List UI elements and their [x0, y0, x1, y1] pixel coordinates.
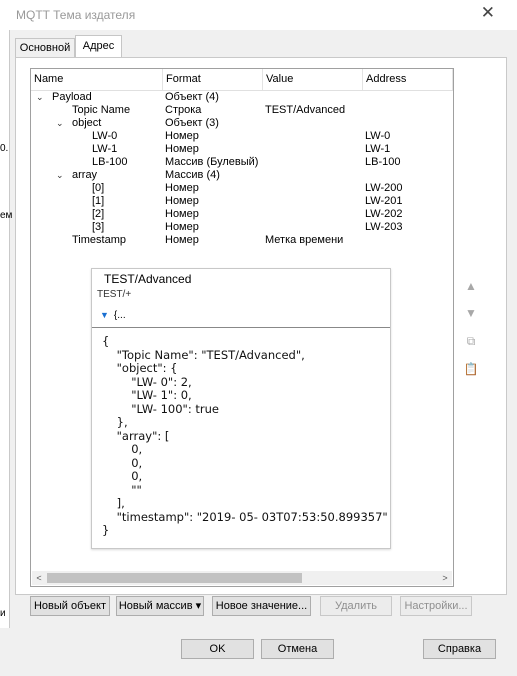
row-name: Payload: [52, 91, 92, 103]
expand-triangle-icon[interactable]: ▼: [100, 310, 109, 320]
row-address: LB-100: [365, 156, 401, 168]
tree-row[interactable]: [31, 234, 453, 247]
row-format: Массив (4): [165, 169, 220, 181]
tree-row[interactable]: [31, 91, 453, 104]
row-address: LW-1: [365, 143, 391, 155]
paste-icon[interactable]: 📋: [463, 362, 479, 376]
new-array-label: Новый массив: [118, 600, 193, 612]
preview-node[interactable]: [100, 310, 126, 321]
column-format[interactable]: Format: [163, 69, 263, 90]
new-value-button[interactable]: [212, 596, 311, 616]
bleed-text-c: и: [0, 608, 6, 619]
row-name: [1]: [92, 195, 105, 207]
row-format: Номер: [165, 208, 199, 220]
collapse-icon[interactable]: ⌄: [36, 92, 44, 102]
tree-row[interactable]: [31, 130, 453, 143]
tab-address-label: Адрес: [82, 40, 115, 52]
row-address: LW-200: [365, 182, 403, 194]
row-address: LW-0: [365, 130, 391, 142]
help-label: Справка: [437, 643, 482, 655]
row-name: Timestamp: [72, 234, 126, 246]
tree-row[interactable]: [31, 117, 453, 130]
copy-icon[interactable]: ⧉: [466, 334, 476, 348]
row-address: LW-203: [365, 221, 403, 233]
row-address: LW-201: [365, 195, 403, 207]
row-format: Номер: [165, 143, 199, 155]
dialog-footer: [0, 628, 517, 676]
ok-label: OK: [209, 643, 226, 655]
row-name: LB-100: [92, 156, 128, 168]
ok-button[interactable]: [181, 639, 254, 659]
delete-label: Удалить: [335, 600, 377, 612]
preview-node-label: {...: [113, 310, 126, 321]
preview-topic: TEST/+: [97, 289, 132, 300]
tab-basic-label: Основной: [19, 42, 71, 54]
row-format: Номер: [165, 234, 199, 246]
settings-button[interactable]: [400, 596, 472, 616]
row-format: Объект (4): [165, 91, 219, 103]
row-name: LW-1: [92, 143, 118, 155]
column-value[interactable]: Value: [263, 69, 363, 90]
scroll-thumb[interactable]: [47, 573, 302, 583]
move-up-icon[interactable]: ▲: [465, 279, 477, 293]
row-name: array: [72, 169, 98, 181]
row-format: Номер: [165, 221, 199, 233]
tab-address[interactable]: [75, 35, 122, 58]
cancel-button[interactable]: [261, 639, 334, 659]
tree-row[interactable]: [31, 208, 453, 221]
json-preview-popup: [91, 268, 391, 549]
collapse-icon[interactable]: ⌄: [56, 118, 64, 128]
preview-title: TEST/Advanced: [104, 272, 192, 286]
preview-divider: [92, 327, 390, 328]
row-name: [0]: [92, 182, 105, 194]
cancel-label: Отмена: [277, 643, 318, 655]
bleed-text-a: 0.: [0, 143, 9, 154]
row-value: TEST/Advanced: [265, 104, 346, 116]
row-name: [3]: [92, 221, 105, 233]
background-window-edge: [0, 30, 13, 676]
move-down-icon[interactable]: ▼: [465, 306, 477, 320]
tree-row[interactable]: [31, 221, 453, 234]
row-name: Topic Name: [72, 104, 131, 116]
scroll-left-icon[interactable]: <: [36, 573, 42, 583]
tree-row[interactable]: [31, 195, 453, 208]
new-array-button[interactable]: [116, 596, 204, 616]
column-address[interactable]: Address: [363, 69, 453, 90]
help-button[interactable]: [423, 639, 496, 659]
tree-header: [31, 69, 453, 91]
json-payload-text: { "Topic Name": "TEST/Advanced", "object": { "LW- 0": 2, "LW- 1": 0, "LW- 100": true }, "array": [ 0, 0, 0, "" ], "timestamp": "2019- 05- 03T07:53:50.899357" }: [102, 334, 388, 537]
collapse-icon[interactable]: ⌄: [56, 170, 64, 180]
new-value-label: Новое значение...: [215, 600, 308, 612]
tab-basic[interactable]: [15, 38, 75, 58]
dropdown-arrow-icon: ▾: [195, 600, 202, 612]
row-name: LW-0: [92, 130, 118, 142]
tree-row[interactable]: [31, 169, 453, 182]
row-value: Метка времени: [265, 234, 344, 246]
tree-row[interactable]: [31, 182, 453, 195]
title-bar: [0, 0, 517, 30]
settings-label: Настройки...: [404, 600, 468, 612]
row-format: Строка: [165, 104, 202, 116]
close-icon[interactable]: ✕: [480, 3, 495, 22]
tree-row[interactable]: [31, 143, 453, 156]
column-name[interactable]: Name: [31, 69, 163, 90]
row-name: object: [72, 117, 102, 129]
row-name: [2]: [92, 208, 105, 220]
row-address: LW-202: [365, 208, 403, 220]
row-format: Номер: [165, 130, 199, 142]
row-format: Массив (Булевый): [165, 156, 259, 168]
row-format: Номер: [165, 182, 199, 194]
delete-button[interactable]: [320, 596, 392, 616]
tree-row[interactable]: [31, 104, 453, 117]
row-format: Объект (3): [165, 117, 219, 129]
horizontal-scrollbar[interactable]: [32, 571, 452, 585]
new-object-label: Новый объект: [33, 600, 107, 612]
scroll-right-icon[interactable]: >: [442, 573, 448, 583]
row-format: Номер: [165, 195, 199, 207]
bleed-text-b: ем: [0, 210, 13, 221]
window-title: MQTT Тема издателя: [16, 8, 136, 22]
new-object-button[interactable]: [30, 596, 110, 616]
tree-row[interactable]: [31, 156, 453, 169]
